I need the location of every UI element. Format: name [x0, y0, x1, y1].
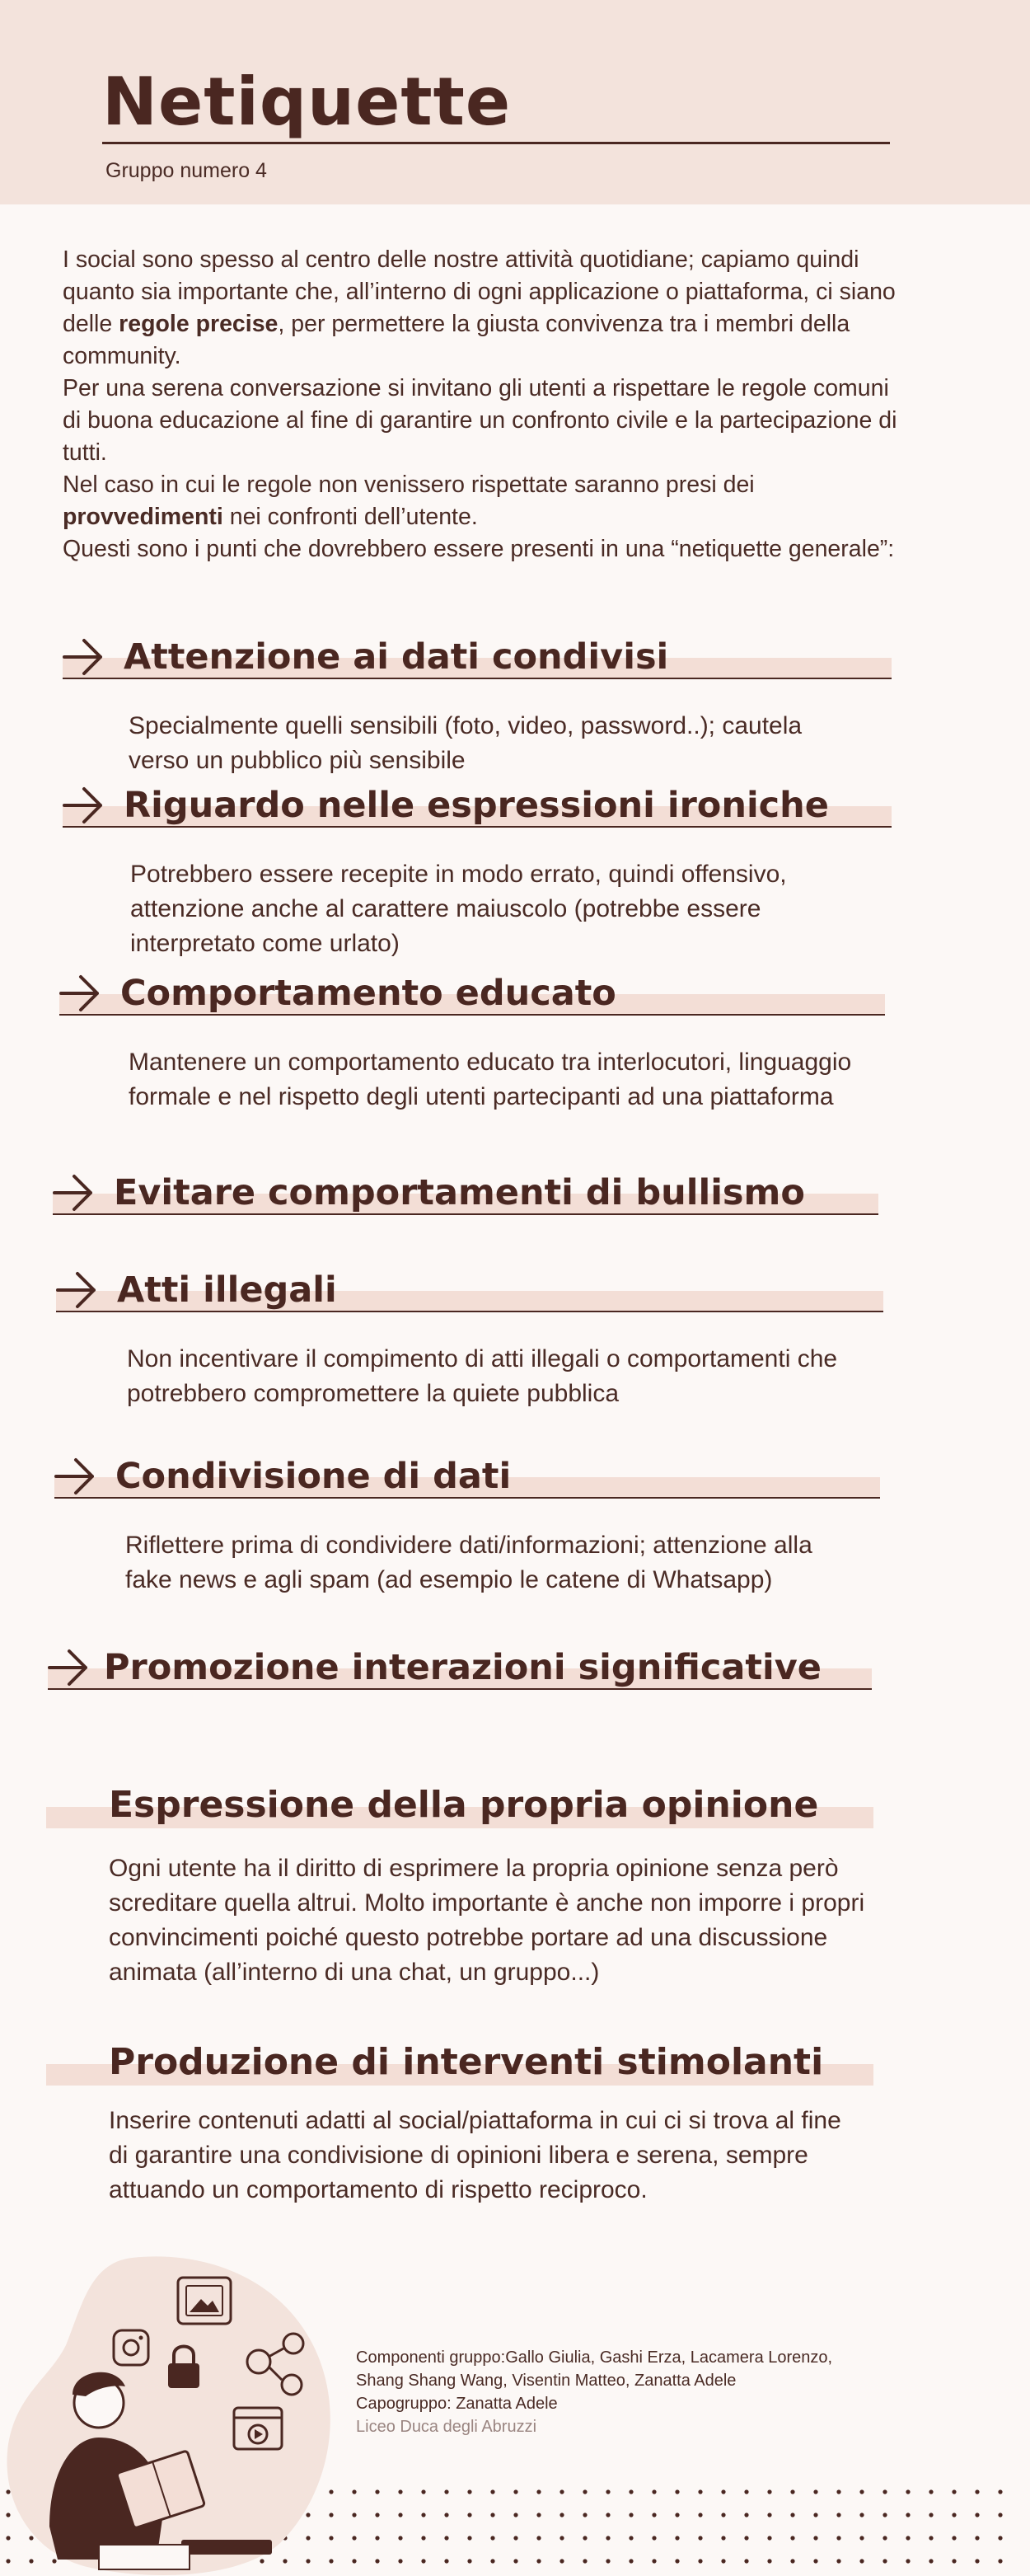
pattern-dot — [490, 2536, 494, 2540]
rule-heading: Riguardo nelle espressioni ironiche — [124, 785, 829, 826]
credits-members-cont: Shang Shang Wang, Visentin Matteo, Zanatta Adele — [356, 2372, 737, 2390]
pattern-dot — [652, 2559, 656, 2563]
pattern-dot — [606, 2559, 610, 2563]
pattern-dot — [583, 2536, 587, 2540]
pattern-dot — [883, 2489, 887, 2494]
pattern-dot — [998, 2489, 1002, 2494]
pattern-dot — [444, 2513, 448, 2517]
pattern-dot — [883, 2513, 887, 2517]
pattern-dot — [513, 2559, 517, 2563]
pattern-dot — [398, 2536, 402, 2540]
title-underline — [102, 142, 890, 144]
pattern-dot — [698, 2559, 702, 2563]
pattern-dot — [836, 2559, 840, 2563]
pattern-dot — [629, 2559, 633, 2563]
pattern-dot — [813, 2559, 817, 2563]
pattern-dot — [859, 2559, 864, 2563]
pattern-dot — [398, 2513, 402, 2517]
pattern-dot — [767, 2536, 771, 2540]
pattern-dot — [375, 2536, 379, 2540]
pattern-dot — [421, 2536, 425, 2540]
pattern-dot — [906, 2489, 910, 2494]
pattern-dot — [698, 2513, 702, 2517]
intro-text-span: , per permettere la giusta convivenza tra i membri della community. — [63, 311, 850, 369]
pattern-dot — [536, 2489, 541, 2494]
pattern-dot — [652, 2513, 656, 2517]
pattern-dot — [467, 2489, 471, 2494]
pattern-dot — [929, 2513, 933, 2517]
pattern-dot — [652, 2489, 656, 2494]
pattern-dot — [513, 2489, 517, 2494]
pattern-dot — [375, 2513, 379, 2517]
pattern-dot — [444, 2559, 448, 2563]
pattern-dot — [375, 2559, 379, 2563]
extra-body: Ogni utente ha il diritto di esprimere la propria opinione senza però screditare quella altrui. Molto importante è anche non imporre i propri convincimenti poiché questo potrebbe portare ad una discussione animata (all’interno di una chat, un gruppo...) — [109, 1855, 865, 1986]
rule-heading: Promozione interazioni significative — [104, 1647, 822, 1688]
pattern-dot — [398, 2559, 402, 2563]
arrow-right-icon — [56, 1271, 97, 1309]
pattern-dot — [606, 2536, 610, 2540]
pattern-dot — [975, 2489, 979, 2494]
pattern-dot — [490, 2559, 494, 2563]
pattern-dot — [629, 2513, 633, 2517]
pattern-dot — [583, 2559, 587, 2563]
pattern-dot — [975, 2513, 979, 2517]
pattern-dot — [906, 2559, 910, 2563]
extra-body: Inserire contenuti adatti al social/piattaforma in cui ci si trova al fine di garantire una condivisione di opinioni libera e serena, sempre attuando un comportamento di rispetto reciproco. — [109, 2107, 841, 2203]
pattern-dot — [513, 2513, 517, 2517]
pattern-dot — [790, 2489, 794, 2494]
pattern-dot — [583, 2513, 587, 2517]
pattern-dot — [790, 2559, 794, 2563]
pattern-dot — [790, 2513, 794, 2517]
credits-leader: Capogruppo: Zanatta Adele — [356, 2395, 558, 2413]
pattern-dot — [859, 2536, 864, 2540]
pattern-dot — [929, 2559, 933, 2563]
extra-heading: Produzione di interventi stimolanti — [109, 2041, 824, 2083]
pattern-dot — [467, 2559, 471, 2563]
pattern-dot — [790, 2536, 794, 2540]
rule-heading: Condivisione di dati — [115, 1456, 512, 1497]
pattern-dot — [675, 2513, 679, 2517]
pattern-dot — [375, 2489, 379, 2494]
intro-paragraph-2: Per una serena conversazione si invitano gli utenti a rispettare le regole comuni di buona educazione al fine di garantire un confronto civile e la partecipazione di tutti. — [63, 375, 897, 466]
pattern-dot — [929, 2489, 933, 2494]
pattern-dot — [513, 2536, 517, 2540]
pattern-dot — [559, 2536, 564, 2540]
pattern-dot — [721, 2489, 725, 2494]
pattern-dot — [929, 2536, 933, 2540]
rule-heading: Attenzione ai dati condivisi — [124, 636, 669, 678]
intro-text — [63, 244, 911, 565]
pattern-dot — [675, 2489, 679, 2494]
intro-paragraph-4: Questi sono i punti che dovrebbero essere presenti in una “netiquette generale”: — [63, 536, 895, 562]
intro-paragraph-3 — [63, 469, 911, 533]
pattern-dot — [721, 2559, 725, 2563]
intro-text-span: nei confronti dell’utente. — [222, 504, 478, 530]
pattern-dot — [975, 2559, 979, 2563]
pattern-dot — [536, 2513, 541, 2517]
pattern-dot — [813, 2513, 817, 2517]
pattern-dot — [675, 2559, 679, 2563]
pattern-dot — [490, 2489, 494, 2494]
pattern-dot — [467, 2513, 471, 2517]
pattern-dot — [698, 2489, 702, 2494]
pattern-dot — [421, 2559, 425, 2563]
pattern-dot — [744, 2513, 748, 2517]
pattern-dot — [675, 2536, 679, 2540]
reading-person-illustration — [0, 2255, 363, 2576]
pattern-dot — [721, 2536, 725, 2540]
credits — [356, 2346, 900, 2438]
pattern-dot — [721, 2513, 725, 2517]
page-title: Netiquette — [102, 63, 512, 140]
pattern-dot — [836, 2489, 840, 2494]
header — [0, 0, 1030, 204]
pattern-dot — [559, 2489, 564, 2494]
pattern-dot — [906, 2513, 910, 2517]
pattern-dot — [490, 2513, 494, 2517]
pattern-dot — [444, 2536, 448, 2540]
pattern-dot — [767, 2513, 771, 2517]
pattern-dot — [629, 2489, 633, 2494]
pattern-dot — [606, 2513, 610, 2517]
rule-heading: Atti illegali — [117, 1269, 337, 1311]
pattern-dot — [998, 2513, 1002, 2517]
pattern-dot — [952, 2536, 956, 2540]
pattern-dot — [744, 2489, 748, 2494]
intro-text-span: I social sono spesso al centro delle nostre attività quotidiane; capiamo quindi quanto sia importante che, all’interno di ogni applicazione o piattaforma, ci siano delle — [63, 246, 896, 337]
arrow-right-icon — [54, 1457, 96, 1495]
pattern-dot — [952, 2489, 956, 2494]
arrow-right-icon — [63, 786, 104, 824]
pattern-dot — [398, 2489, 402, 2494]
pattern-dot — [767, 2559, 771, 2563]
rule-heading: Evitare comportamenti di bullismo — [114, 1172, 805, 1213]
intro-bold-span: regole precise — [119, 311, 279, 337]
rule-body: Riflettere prima di condividere dati/informazioni; attenzione alla fake news e agli spam (ad esempio le catene di Whatsapp) — [125, 1532, 812, 1593]
pattern-dot — [952, 2513, 956, 2517]
pattern-dot — [583, 2489, 587, 2494]
rule-body: Non incentivare il compimento di atti illegali o comportamenti che potrebbero compromettere la quiete pubblica — [127, 1345, 838, 1407]
pattern-dot — [744, 2559, 748, 2563]
credits-school: Liceo Duca degli Abruzzi — [356, 2418, 537, 2436]
pattern-dot — [813, 2489, 817, 2494]
pattern-dot — [467, 2536, 471, 2540]
rule-body: Potrebbero essere recepite in modo errato, quindi offensivo, attenzione anche al carattere maiuscolo (potrebbe essere interpretato come urlato) — [130, 861, 787, 957]
pattern-dot — [606, 2489, 610, 2494]
pattern-dot — [836, 2536, 840, 2540]
pattern-dot — [536, 2536, 541, 2540]
pattern-dot — [444, 2489, 448, 2494]
pattern-dot — [998, 2536, 1002, 2540]
pattern-dot — [813, 2536, 817, 2540]
pattern-dot — [559, 2513, 564, 2517]
pattern-dot — [744, 2536, 748, 2540]
arrow-right-icon — [59, 974, 101, 1012]
intro-bold-span: provvedimenti — [63, 504, 223, 530]
credits-members: Componenti gruppo:Gallo Giulia, Gashi Erza, Lacamera Lorenzo, — [356, 2348, 833, 2367]
pattern-dot — [536, 2559, 541, 2563]
arrow-right-icon — [63, 638, 104, 676]
pattern-dot — [883, 2536, 887, 2540]
intro-paragraph-1 — [63, 244, 911, 373]
rule-heading: Comportamento educato — [120, 973, 616, 1014]
pattern-dot — [767, 2489, 771, 2494]
pattern-dot — [859, 2513, 864, 2517]
pattern-dot — [906, 2536, 910, 2540]
pattern-dot — [698, 2536, 702, 2540]
extra-section — [46, 2039, 873, 2254]
pattern-dot — [883, 2559, 887, 2563]
rule-body: Mantenere un comportamento educato tra interlocutori, linguaggio formale e nel rispetto degli utenti partecipanti ad una piattaforma — [129, 1049, 852, 1110]
arrow-right-icon — [53, 1174, 94, 1212]
pattern-dot — [652, 2536, 656, 2540]
pattern-dot — [836, 2513, 840, 2517]
pattern-dot — [559, 2559, 564, 2563]
pattern-dot — [998, 2559, 1002, 2563]
extra-heading: Espressione della propria opinione — [109, 1784, 819, 1826]
intro-text-span: Nel caso in cui le regole non venissero rispettate saranno presi dei — [63, 472, 755, 498]
extra-section — [46, 1782, 873, 2029]
arrow-right-icon — [48, 1649, 89, 1687]
pattern-dot — [859, 2489, 864, 2494]
pattern-dot — [421, 2513, 425, 2517]
page-subtitle: Gruppo numero 4 — [105, 159, 267, 182]
pattern-dot — [975, 2536, 979, 2540]
rule-body: Specialmente quelli sensibili (foto, video, password..); cautela verso un pubblico più sensibile — [129, 712, 803, 774]
pattern-dot — [952, 2559, 956, 2563]
pattern-dot — [421, 2489, 425, 2494]
pattern-dot — [629, 2536, 633, 2540]
